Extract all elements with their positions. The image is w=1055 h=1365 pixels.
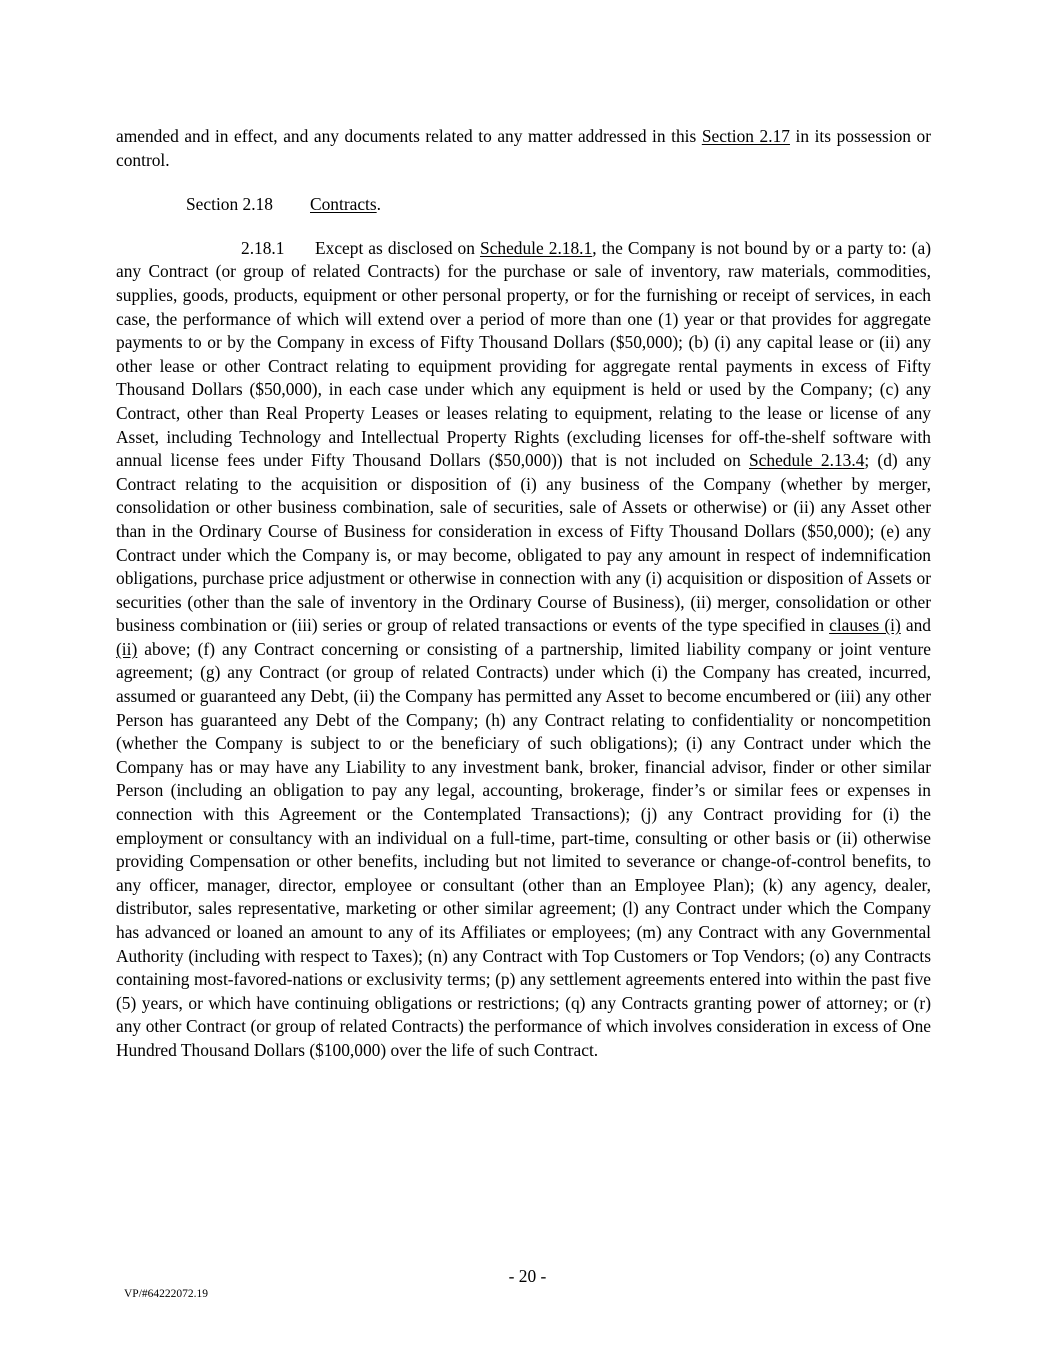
clause-ii-reference: (ii) xyxy=(116,638,138,659)
clause-text-5: above; (f) any Contract concerning or consisting of a partnership, limited liability company or joint venture agreement; (g) any Contract (or group of related Contracts) under which (i) the Company has created, incurred, assumed or guaranteed any Debt, (ii) the Company has permitted any Asset to become encumbered or (iii) any other Person has guaranteed any Debt of the Company; (h) any Contract relating to confidentiality or noncompetition (whether the Company is subject to or the beneficiary of such obligations); (i) any Contract under which the Company has or may have any Liability to any investment bank, broker, financial advisor, finder or other similar Person (including an obligation to pay any legal, accounting, brokerage, finder’s or similar fees or expenses in connection with this Agreement or the Contemplated Transactions); (j) any Contract providing for (i) the employment or consultancy with an individual on a full-time, part-time, consulting or other basis or (ii) otherwise providing Compensation or other benefits, including but not limited to severance or change-of-control benefits, to any officer, manager, director, employee or consultant (other than an Employee Plan); (k) any agency, dealer, distributor, sales representative, marketing or other similar agreement; (l) any Contract under which the Company has advanced or loaned an amount to any of its Affiliates or employees; (m) any Contract with any Governmental Authority (including with respect to Taxes); (n) any Contract with Top Customers or Top Vendors; (o) any Contracts containing most-favored-nations or exclusivity terms; (p) any settlement agreements entered into within the past five (5) years, or which have continuing obligations or restrictions; (q) any Contracts granting power of attorney; or (r) any other Contract (or group of related Contracts) the performance of which involves consideration in excess of One Hundred Thousand Dollars ($100,000) over the life of such Contract. xyxy=(116,638,931,1060)
clause-text-2: , the Company is not bound by or a party to: (a) any Contract (or group of related Contracts) for the purchase or sale of inventory, raw materials, commodities, supplies, goods, products, equipment or other personal property, or for the furnishing or receipt of services, in each case, the performance of which will extend over a period of more than one (1) year or that provides for aggregate payments to or by the Company in excess of Fifty Thousand Dollars ($50,000); (b) (i) any capital lease or (ii) any other lease or other Contract relating to equipment providing for aggregate rental payments in excess of Fifty Thousand Dollars ($50,000), in each case under which any equipment is held or used by the Company; (c) any Contract, other than Real Property Leases or leases relating to equipment, relating to the lease or license of any Asset, including Technology and Intellectual Property Rights (excluding licenses for off-the-shelf software with annual license fees under Fifty Thousand Dollars ($50,000)) that is not included on xyxy=(116,237,931,471)
carryover-text: amended and in effect, and any documents related to any matter addressed in this xyxy=(116,126,702,146)
section-title: Contracts xyxy=(310,194,377,215)
page-number: - 20 - xyxy=(508,1266,547,1286)
clause-2-18-1-paragraph xyxy=(116,237,931,1063)
section-title-period: . xyxy=(376,194,382,215)
document-body xyxy=(116,125,931,1063)
clause-i-reference: clauses (i) xyxy=(829,615,901,636)
section-heading xyxy=(116,193,931,217)
clause-text-1: Except as disclosed on xyxy=(315,237,480,258)
carryover-paragraph xyxy=(116,125,931,172)
section-number: Section 2.18 xyxy=(186,194,273,215)
section-2-17-reference: Section 2.17 xyxy=(701,126,790,146)
carryover-text-end: in its possession or control. xyxy=(116,126,931,170)
document-id: VP/#64222072.19 xyxy=(124,1288,209,1300)
clause-number: 2.18.1 xyxy=(241,237,285,258)
schedule-2-18-1-reference: Schedule 2.18.1 xyxy=(479,237,593,258)
schedule-2-13-4-reference: Schedule 2.13.4 xyxy=(748,450,865,471)
clause-text-3: ; (d) any Contract relating to the acquisition or disposition of (i) any business of the Company (whether by merger, consolidation or other business combination, sale of securities, sale of Assets or otherwise) or (ii) any Asset other than in the Ordinary Course of Business for consideration in excess of Fifty Thousand Dollars ($50,000); (e) any Contract under which the Company is, or may become, obligated to pay any amount in respect of indemnification obligations, purchase price adjustment or otherwise in connection with any (i) acquisition or disposition of Assets or securities (other than the sale of inventory in the Ordinary Course of Business), (ii) merger, consolidation or other business combination or (iii) series or group of related transactions or events of the type specified in xyxy=(116,450,931,636)
clause-text-4: and xyxy=(900,615,931,636)
